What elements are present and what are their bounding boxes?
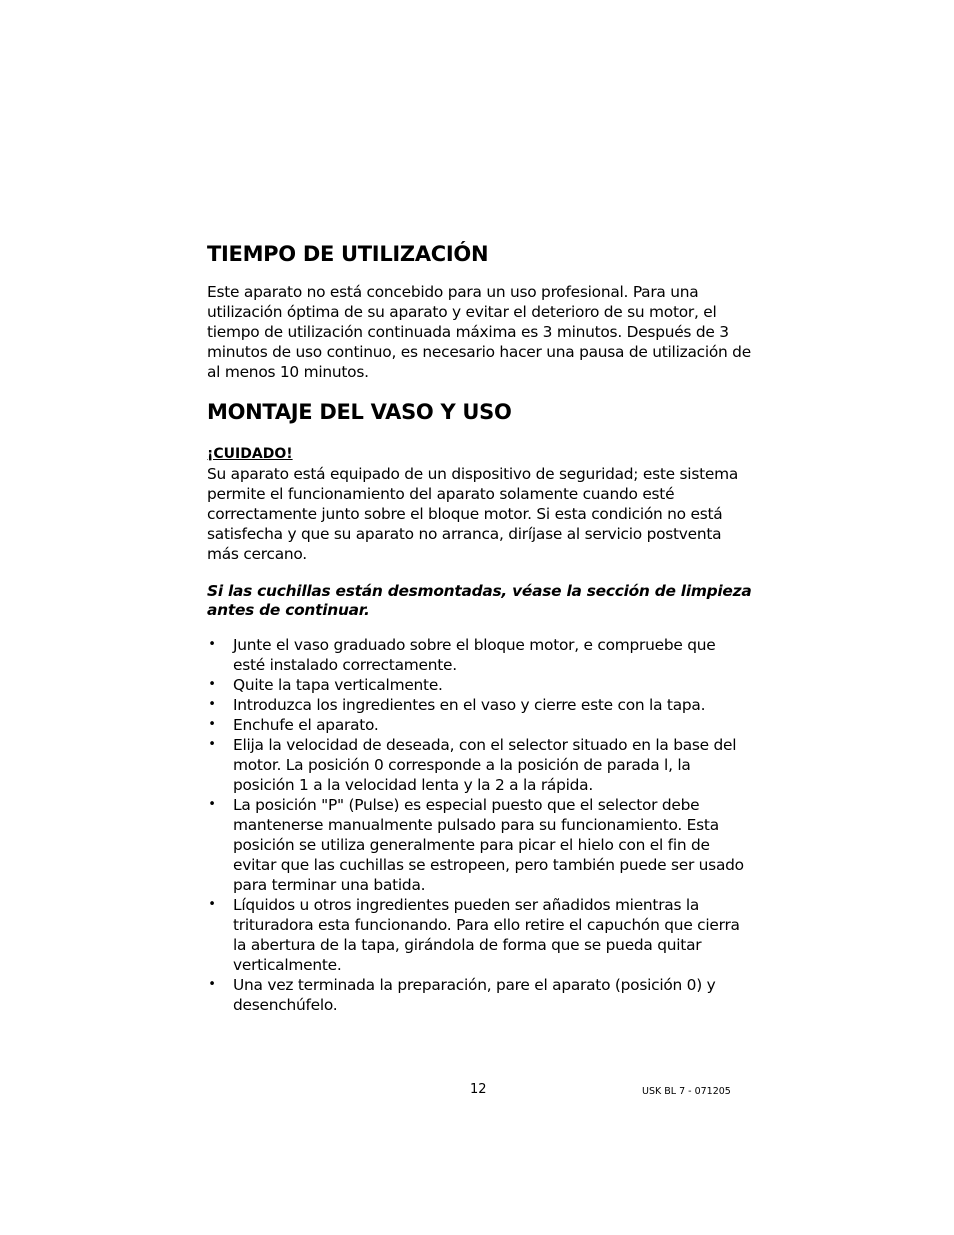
section-heading-tiempo: TIEMPO DE UTILIZACIÓN bbox=[207, 242, 489, 266]
instruction-item bbox=[207, 695, 752, 715]
bullet-icon: • bbox=[208, 637, 216, 653]
warning-title: ¡CUIDADO! bbox=[207, 446, 293, 462]
instruction-text: La posición "P" (Pulse) es especial puesto que el selector debe mantenerse manualmente pulsado para su funcionamiento. Esta posición se utiliza generalmente para picar el hielo con el fin de evitar que las cuchillas se estropeen, pero también puede ser usado para terminar una batida. bbox=[233, 796, 744, 895]
bullet-icon: • bbox=[208, 677, 216, 693]
warning-paragraph: Su aparato está equipado de un dispositivo de seguridad; este sistema permite el funcionamiento del aparato solamente cuando esté correctamente junto sobre el bloque motor. Si esta condición no está satisfecha y que su aparato no arranca, diríjase al servicio postventa más cercano. bbox=[207, 465, 739, 563]
instruction-item bbox=[207, 635, 752, 675]
section-heading-montaje: MONTAJE DEL VASO Y USO bbox=[207, 400, 512, 424]
instruction-text: Quite la tapa verticalmente. bbox=[233, 676, 443, 695]
instruction-text: Una vez terminada la preparación, pare el aparato (posición 0) y desenchúfelo. bbox=[233, 976, 716, 1015]
bullet-icon: • bbox=[208, 697, 216, 713]
section-paragraph-tiempo: Este aparato no está concebido para un uso profesional. Para una utilización óptima de su aparato y evitar el deterioro de su motor, el tiempo de utilización continuada máxima es 3 minutos. Después de 3 minutos de uso continuo, es necesario hacer una pausa de utilización de al menos 10 minutos. bbox=[207, 283, 751, 381]
bullet-icon: • bbox=[208, 797, 216, 813]
instruction-item bbox=[207, 895, 752, 975]
bullet-icon: • bbox=[208, 977, 216, 993]
page-number: 12 bbox=[470, 1082, 487, 1097]
instruction-list bbox=[207, 635, 752, 1015]
instruction-item bbox=[207, 975, 752, 1015]
bullet-icon: • bbox=[208, 717, 216, 733]
instruction-text: Junte el vaso graduado sobre el bloque motor, e compruebe que esté instalado correctamente. bbox=[233, 636, 716, 675]
instruction-text: Introduzca los ingredientes en el vaso y cierre este con la tapa. bbox=[233, 696, 706, 715]
instruction-item bbox=[207, 675, 752, 695]
instruction-text: Enchufe el aparato. bbox=[233, 716, 379, 735]
bullet-icon: • bbox=[208, 897, 216, 913]
instruction-item bbox=[207, 795, 752, 895]
disassembled-blades-note: Si las cuchillas están desmontadas, véase la sección de limpieza antes de continuar. bbox=[207, 582, 752, 619]
bullet-icon: • bbox=[208, 737, 216, 753]
page-content bbox=[207, 236, 752, 1015]
instruction-text: Líquidos u otros ingredientes pueden ser añadidos mientras la trituradora esta funcionando. Para ello retire el capuchón que cierra la abertura de la tapa, girándola de forma que se pueda quitar verticalmente. bbox=[233, 896, 740, 975]
instruction-text: Elija la velocidad de deseada, con el selector situado en la base del motor. La posición 0 corresponde a la posición de parada l, la posición 1 a la velocidad lenta y la 2 a la rápida. bbox=[233, 736, 737, 795]
instruction-item bbox=[207, 715, 752, 735]
instruction-item bbox=[207, 735, 752, 795]
document-code: USK BL 7 - 071205 bbox=[642, 1086, 731, 1097]
